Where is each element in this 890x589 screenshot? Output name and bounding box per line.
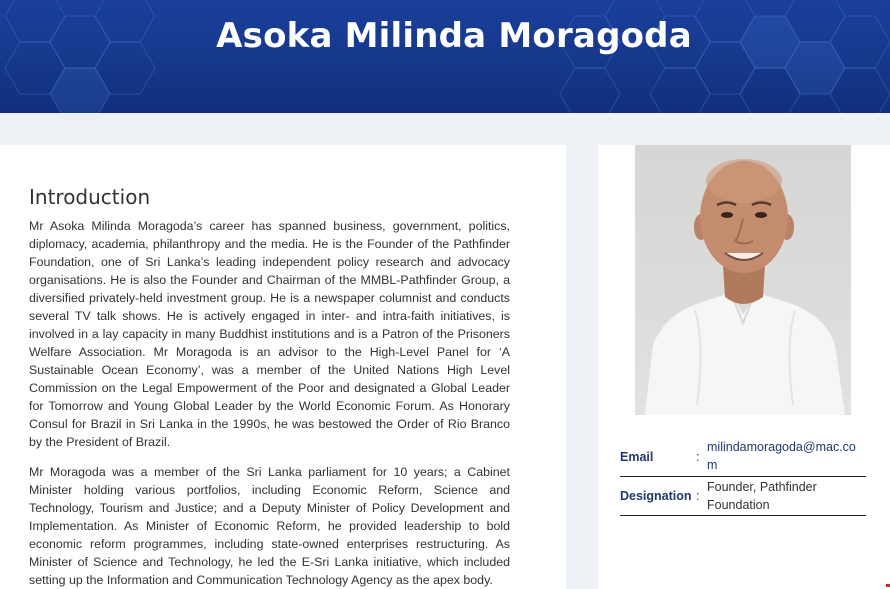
designation-label: Designation	[620, 489, 692, 503]
designation-separator: :	[696, 489, 700, 503]
email-link[interactable]: milindamoragoda@mac.com	[707, 440, 856, 472]
profile-info	[620, 437, 866, 516]
intro-paragraph: Mr Asoka Milinda Moragoda’s career has spanned business, government, politics, diplomacy, academia, philanthropy and the media. He is the Founder of the Pathfinder Foundation, one of Sri Lanka’s leading independent policy research and advocacy organisations. He is also the Founder and Chairman of the MMBL-Pathfinder Group, a diversified privately-held investment group. He is a newspaper columnist and conducts several TV talk shows. He is actively engaged in inter- and intra-faith initiatives, is involved in a lay capacity in many Buddhist institutions and is a Patron of the Prisoners Welfare Association. Mr Moragoda is an advisor to the High-Level Panel for ‘A Sustainable Ocean Economy’, was a member of the United Nations High Level Commission on the Legal Empowerment of the Poor and designated a Global Leader for Tomorrow and Young Global Leader by the World Economic Forum. As Honorary Consul for Brazil in Sri Lanka in the 1990s, he was bestowed the Order of Rio Branco by the President of Brazil.	[29, 219, 510, 449]
designation-value: Founder, Pathfinder Foundation	[707, 480, 817, 512]
portrait-illustration	[635, 145, 851, 415]
introduction-panel	[0, 145, 566, 589]
introduction-body	[29, 217, 510, 589]
email-separator: :	[696, 449, 700, 464]
corner-marker	[886, 584, 890, 587]
designation-row	[620, 477, 866, 516]
profile-photo	[635, 145, 851, 415]
header-banner	[0, 0, 890, 113]
spacer-band	[0, 113, 890, 145]
page-title: Asoka Milinda Moragoda	[216, 16, 692, 56]
intro-paragraph: Mr Moragoda was a member of the Sri Lanka parliament for 10 years; a Cabinet Minister holding various portfolios, including Economic Reform, Science and Technology, Tourism and Justice; and a Deputy Minister of Policy Development and Implementation. As Minister of Economic Reform, he provided leadership to bold economic reform programmes, including state-owned enterprises restructuring. As Minister of Science and Technology, he led the E-Sri Lanka initiative, which included setting up the Information and Communication Technology Agency as the apex body.	[29, 465, 510, 587]
introduction-heading: Introduction	[29, 185, 151, 209]
email-row	[620, 437, 866, 477]
email-label: Email	[620, 449, 654, 464]
profile-panel	[598, 145, 890, 589]
